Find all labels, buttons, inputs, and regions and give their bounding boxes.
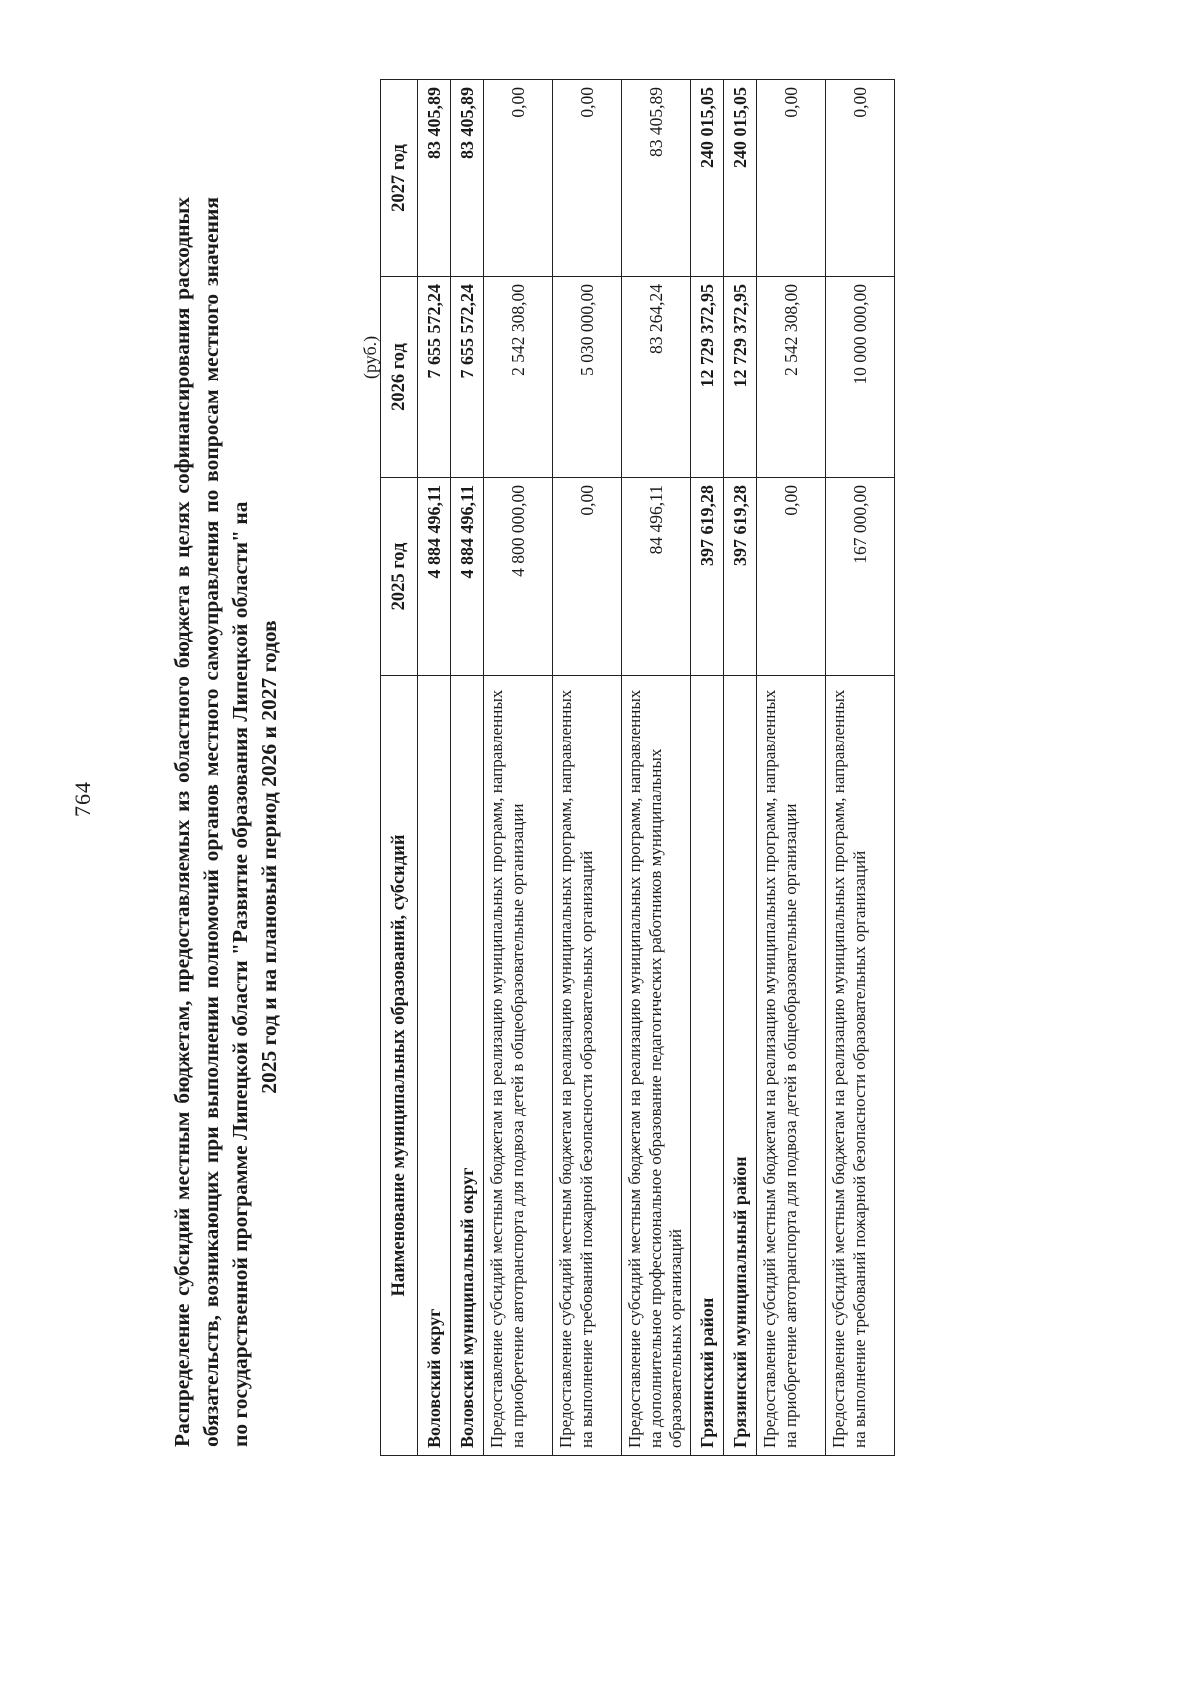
row-name: Предоставление субсидий местным бюджетам на реализацию муниципальных программ, направленных на приобретение автотранспорта для подвоза детей в общеобразовательные организации — [757, 676, 826, 1456]
header-2027: 2027 год — [381, 80, 418, 277]
row-value-2025: 397 619,28 — [691, 478, 724, 676]
row-value-2027: 83 405,89 — [622, 80, 691, 277]
row-value-2025: 167 000,00 — [826, 478, 895, 676]
row-value-2026: 7 655 572,24 — [418, 277, 451, 478]
table-row — [553, 80, 622, 1456]
document-title — [168, 197, 284, 1447]
row-value-2027: 0,00 — [484, 80, 553, 277]
table-row — [691, 80, 724, 1456]
row-name: Грязинский район — [691, 676, 724, 1456]
unit-label: (руб.) — [360, 335, 380, 379]
subsidy-table — [380, 79, 895, 1456]
row-name: Грязинский муниципальный район — [724, 676, 757, 1456]
table-header-row — [381, 80, 418, 1456]
header-2026: 2026 год — [381, 277, 418, 478]
row-value-2027: 0,00 — [826, 80, 895, 277]
table-row — [622, 80, 691, 1456]
row-value-2027: 83 405,89 — [451, 80, 484, 277]
row-value-2027: 240 015,05 — [691, 80, 724, 277]
table-row — [418, 80, 451, 1456]
row-value-2027: 0,00 — [553, 80, 622, 277]
table-row — [826, 80, 895, 1456]
table-row — [484, 80, 553, 1456]
row-name: Предоставление субсидий местным бюджетам на реализацию муниципальных программ, направленных на приобретение автотранспорта для подвоза детей в общеобразовательные организации — [484, 676, 553, 1456]
row-value-2026: 12 729 372,95 — [691, 277, 724, 478]
table-row — [451, 80, 484, 1456]
row-value-2026: 2 542 308,00 — [757, 277, 826, 478]
table-row — [724, 80, 757, 1456]
document-title-period: 2025 год и на плановый период 2026 и 2027 годов — [257, 620, 281, 1094]
page-number: 764 — [70, 781, 95, 817]
row-value-2025: 4 800 000,00 — [484, 478, 553, 676]
table-row — [757, 80, 826, 1456]
row-value-2025: 0,00 — [553, 478, 622, 676]
row-value-2025: 4 884 496,11 — [451, 478, 484, 676]
row-name: Предоставление субсидий местным бюджетам на реализацию муниципальных программ, направленных на выполнение требований пожарной безопасности образовательных организаций — [553, 676, 622, 1456]
row-value-2025: 0,00 — [757, 478, 826, 676]
header-name: Наименование муниципальных образований, субсидий — [381, 676, 418, 1456]
row-value-2025: 4 884 496,11 — [418, 478, 451, 676]
document-title-main: Распределение субсидий местным бюджетам, предоставляемых из областного бюджета в целях софинансирования расходных обязательств, возникающих при выполнении полномочий органов местного самоуправления по вопросам местного значения по государственной программе Липецкой области "Развитие образования Липецкой области" на — [170, 197, 252, 1447]
row-name: Воловский муниципальный округ — [451, 676, 484, 1456]
row-name: Предоставление субсидий местным бюджетам на реализацию муниципальных программ, направленных на выполнение требований пожарной безопасности образовательных организаций — [826, 676, 895, 1456]
row-value-2026: 5 030 000,00 — [553, 277, 622, 478]
row-value-2026: 10 000 000,00 — [826, 277, 895, 478]
row-value-2026: 83 264,24 — [622, 277, 691, 478]
row-value-2027: 83 405,89 — [418, 80, 451, 277]
row-value-2026: 7 655 572,24 — [451, 277, 484, 478]
row-value-2026: 12 729 372,95 — [724, 277, 757, 478]
row-value-2026: 2 542 308,00 — [484, 277, 553, 478]
row-value-2027: 0,00 — [757, 80, 826, 277]
row-value-2025: 397 619,28 — [724, 478, 757, 676]
subsidy-table-container — [380, 80, 895, 1456]
row-value-2025: 84 496,11 — [622, 478, 691, 676]
row-name: Воловский округ — [418, 676, 451, 1456]
row-name: Предоставление субсидий местным бюджетам на реализацию муниципальных программ, направленных на дополнительное профессиональное образование педагогических работников муниципальных образовательных организаций — [622, 676, 691, 1456]
row-value-2027: 240 015,05 — [724, 80, 757, 277]
header-2025: 2025 год — [381, 478, 418, 676]
